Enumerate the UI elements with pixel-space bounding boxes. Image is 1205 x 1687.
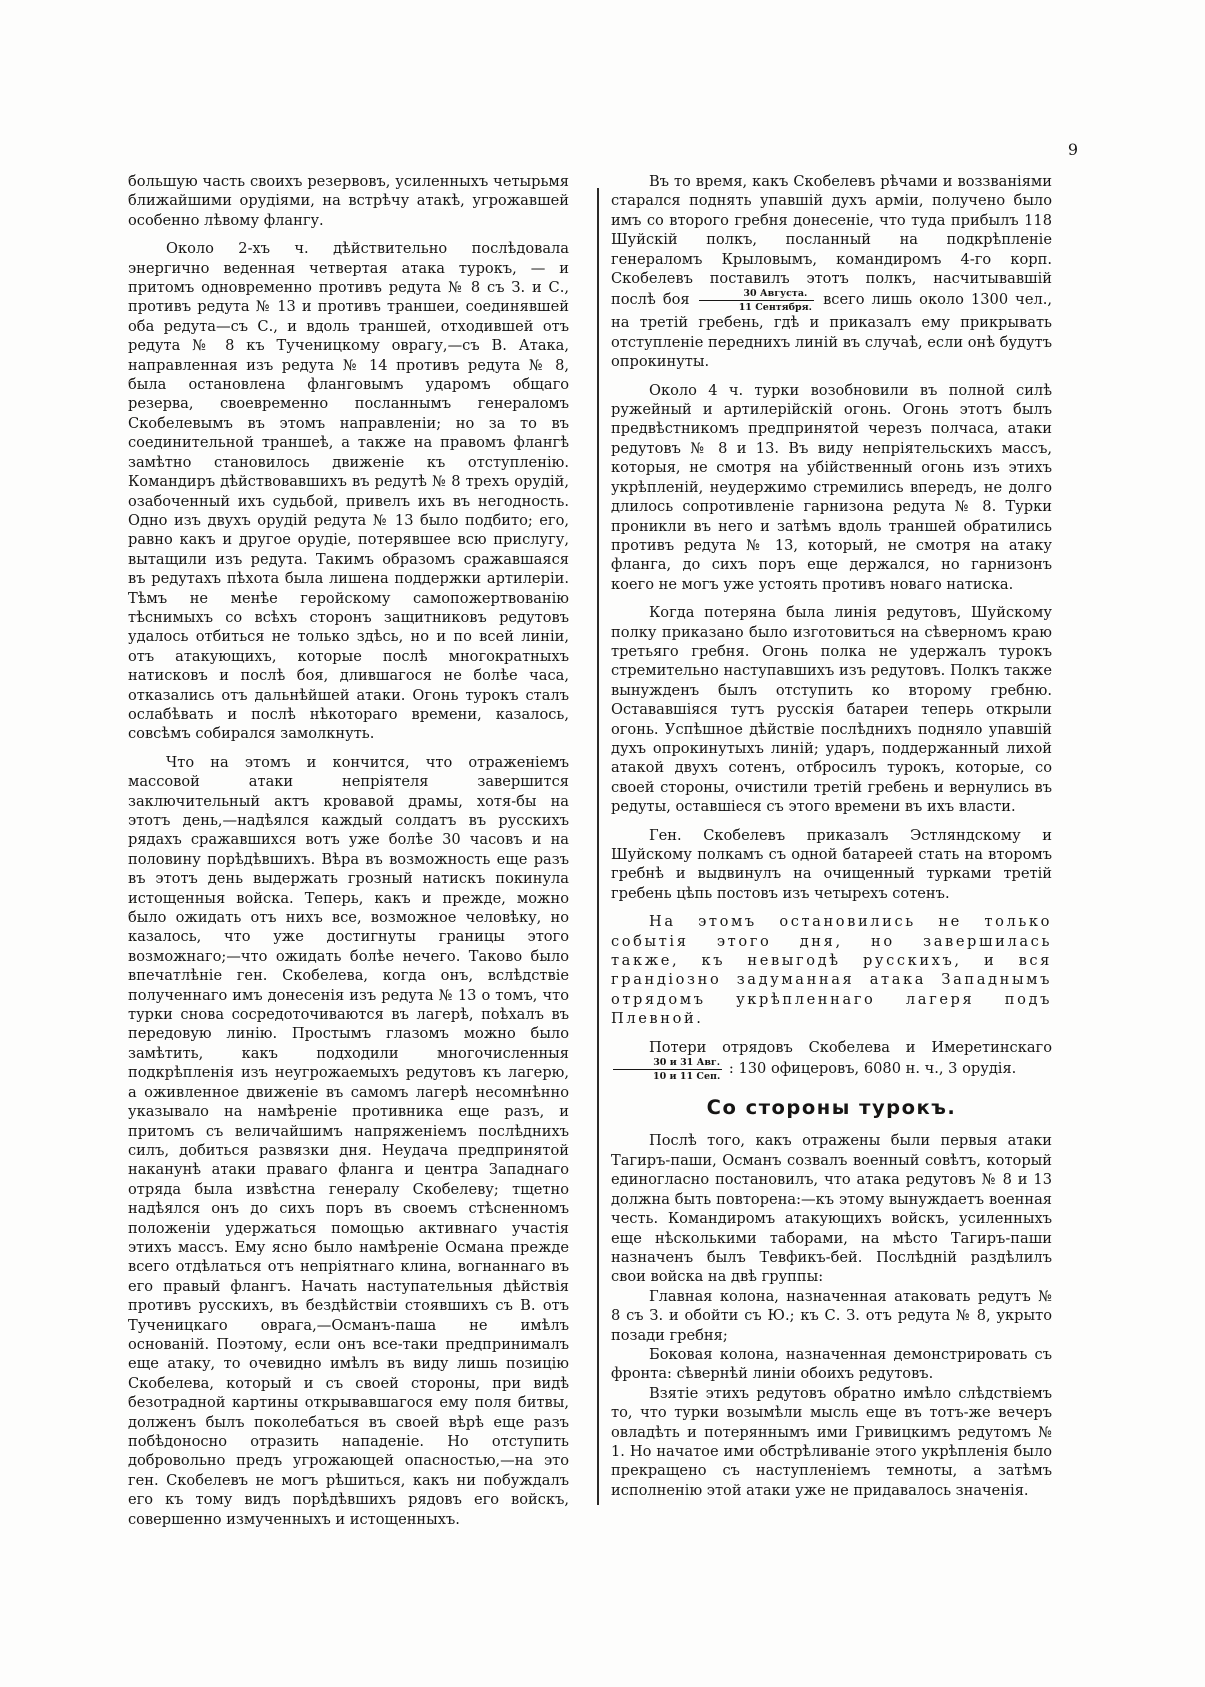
losses-text-after-fraction: : 130 офицеровъ, 6080 н. ч., 3 орудія. [728,1060,1017,1078]
paragraph-gen-skobelev-order: Ген. Скобелевъ приказалъ Эстляндскому и Шуйскому полкамъ съ одной батареей стать на второмъ гребнѣ и выдвинулъ на очищенный турками третій гребень цѣпь постовъ изъ четырехъ сотенъ. [611,826,1052,902]
paragraph-continuation: большую часть своихъ резервовъ, усиленныхъ четырьмя ближайшими орудіями, на встрѣчу атакѣ, угрожавшей особенно лѣвому флангу. [128,173,569,229]
date-fraction-numerator: 30 и 31 Авг. [613,1057,722,1070]
paragraph-text-after-fraction: всего лишь около 1300 чел., на третій гребень, гдѣ и приказалъ ему прикрывать отступленіе переднихъ линій въ случаѣ, если онѣ будутъ опрокинуты. [611,291,1053,371]
date-fraction-losses [613,1057,722,1082]
section-heading-turkish-side: Со стороны турокъ. [706,1096,957,1120]
date-fraction-denominator: 11 Сентября. [738,302,812,314]
date-fraction-old-new-style [699,288,814,313]
paragraph-turks-resume-fire: Около 4 ч. турки возобновили въ полной силѣ ружейный и артилерійскій огонь. Огонь этотъ былъ предвѣстникомъ предпринятой черезъ полчаса, атаки редутовъ № 8 и 13. Въ виду непріятельскихъ массъ, которыя, не смотря на убійственный огонь изъ этихъ укрѣпленій, неудержимо стремились впередъ, не долго длилось сопротивленіе гарнизона редута № 8. Турки проникли въ него и затѣмъ вдоль траншей обратились противъ редута № 13, который, не смотря на атаку фланга, до сихъ поръ еще держался, но гарнизонъ коего не могъ уже устоять противъ новаго натиска. [611,381,1052,593]
paragraph-osman-council: Послѣ того, какъ отражены были первыя атаки Тагиръ-паши, Османъ созвалъ военный совѣтъ, который единогласно постановилъ, что атака редутовъ № 8 и 13 должна быть повторена:—къ этому вынуждаетъ военная честь. Командиромъ атакующихъ войскъ, усиленныхъ еще нѣсколькими таборами, на мѣсто Тагиръ-паши назначенъ былъ Тевфикъ-бей. Послѣдній раздѣлилъ свои войска на двѣ группы: [611,1132,1052,1286]
paragraph-skobelev-impression: Что на этомъ и кончится, что отраженіемъ массовой атаки непріятеля завершится заключительный актъ кровавой драмы, хотя-бы на этотъ день,—надѣялся каждый солдатъ въ русскихъ рядахъ сражавшихся вотъ уже болѣе 30 часовъ и на половину порѣдѣвшихъ. Вѣра въ возможность еще разъ въ этотъ день выдержать грозный натискъ покинула истощенныя войска. Теперь, какъ и прежде, можно было ожидать отъ нихъ все, возможное человѣку, но казалось, что уже достигнуты границы этого возможнаго;—что ожидать болѣе нечего. Таково было впечатлѣніе ген. Скобелева, когда онъ, вслѣдствіе полученнаго имъ донесенія изъ редута № 13 о томъ, что турки снова сосредоточиваются въ лагерѣ, поѣхалъ въ передовую линію. Простымъ глазомъ можно было замѣтить, какъ подходили многочисленныя подкрѣпленія изъ неугрожаемыхъ редутовъ къ лагерю, а оживленное движеніе въ самомъ лагерѣ несомнѣнно указывало на намѣреніе противника еще разъ, и притомъ съ величайшимъ напряженіемъ послѣднихъ силъ, добиться развязки дня. Неудача предпринятой наканунѣ атаки праваго фланга и центра Западнаго отряда была извѣстна генералу Скобелеву; тщетно надѣялся онъ до сихъ поръ въ своемъ стѣсненномъ положеніи удержаться помощью активнаго участія этихъ массъ. Ему ясно было намѣреніе Османа прежде всего отдѣлаться отъ непріятнаго клина, вогнаннаго въ его правый флангъ. Начать наступательныя дѣйствія противъ русскихъ, въ бездѣйствіи стоявшихъ съ В. отъ Тученицкаго оврага,—Османъ-паша не имѣлъ основаній. Поэтому, если онъ все-таки предпринималъ еще атаку, то очевидно имѣлъ въ виду лишь позицію Скобелева, который и съ своей стороны, при видѣ безотрадной картины открывавшагося ему поля битвы, долженъ былъ поколебаться въ своей вѣрѣ еще разъ побѣдоносно отразить нападеніе. Но отступить добровольно предъ угрожающей опасностью,—на это ген. Скобелевъ не могъ рѣшиться, какъ ни побуждалъ его къ тому видъ порѣдѣвшихъ рядовъ его войскъ, совершенно измученныхъ и истощенныхъ. [128,753,569,1528]
paragraph-day-conclusion-emphasized: На этомъ остановились не только событія этого дня, но завершилась также, къ невыгодѣ русскихъ, и вся грандіозно задуманная атака Западнымъ отрядомъ укрѣпленнаго лагеря подъ Плевной. [611,913,1052,1028]
paragraph-text-before-fraction: Въ то время, какъ Скобелевъ рѣчами и воззваніями старался поднять упавшій духъ арміи, получено было имъ со второго гребня донесеніе, что туда прибылъ 118 Шуйскій полкъ, посланный на подкрѣпленіе генераломъ Крыловымъ, командиромъ 4-го корп. Скобелевъ поставилъ этотъ полкъ, насчитывавшій послѣ боя [611,173,1052,309]
date-fraction-numerator: 30 Августа. [699,288,814,301]
left-column [128,172,569,1529]
losses-text-before-fraction: Потери отрядовъ Скобелева и Имеретинскаго [649,1038,1052,1056]
column-divider [597,188,599,1505]
date-fraction-denominator: 10 и 11 Сеп. [653,1071,721,1083]
paragraph-flank-column: Боковая колона, назначенная демонстрировать съ фронта: сѣвернѣй линіи обоихъ редутовъ. [611,1345,1052,1383]
paragraph-losses [611,1038,1052,1082]
page-number: 9 [1067,140,1078,159]
paragraph-redoubt-line-lost: Когда потеряна была линія редутовъ, Шуйскому полку приказано было изготовиться на сѣверномъ краю третьяго гребня. Огонь полка не удержалъ турокъ стремительно наступавшихъ изъ редутовъ. Полкъ также вынужденъ былъ отступить ко второму гребню. Остававшіяся тутъ русскія батареи теперь открыли огонь. Успѣшное дѣйствіе послѣднихъ подняло упавшій духъ опрокинутыхъ линій; ударъ, поддержанный лихой атакой двухъ сотенъ, отбросилъ турокъ, которые, со своей стороны, очистили третій гребень и вернулись въ редуты, оставшіеся съ этого времени въ ихъ власти. [611,604,1052,816]
paragraph-main-column: Главная колона, назначенная атаковать редутъ № 8 съ З. и обойти съ Ю.; къ С. З. отъ редута № 8, укрыто позади гребня; [611,1287,1052,1344]
paragraph-redoubts-retaken: Взятіе этихъ редутовъ обратно имѣло слѣдствіемъ то, что турки возымѣли мысль еще въ тотъ-же вечеръ овладѣть и потеряннымъ ими Гривицкимъ редутомъ № 1. Но начатое ими обстрѣливаніе этого укрѣпленія было прекращено съ наступленіемъ темноты, а затѣмъ исполненію этой атаки уже не придавалось значенія. [611,1384,1052,1499]
paragraph-fourth-attack: Около 2-хъ ч. дѣйствительно послѣдовала энергично веденная четвертая атака турокъ, — и притомъ одновременно противъ редута № 8 съ З. и С., противъ редута № 13 и противъ траншеи, соединявшей оба редута—съ С., и вдоль траншей, отходившей отъ редута № 8 къ Тученицкому оврагу,—съ В. Атака, направленная изъ редута № 14 противъ редута № 8, была остановлена фланговымъ ударомъ общаго резерва, своевременно посланнымъ генераломъ Скобелевымъ въ этомъ направленіи; но за то въ соединительной траншеѣ, а также на правомъ флангѣ замѣтно становилось движеніе къ отступленію. Командиръ дѣйствовавшихъ въ редутѣ № 8 трехъ орудій, озабоченный ихъ судьбой, привелъ ихъ въ негодность. Одно изъ двухъ орудій редута № 13 было подбито; его, равно какъ и другое орудіе, потерявшее всю прислугу, вытащили изъ редута. Такимъ образомъ сражавшаяся въ редутахъ пѣхота была лишена поддержки артилеріи. Тѣмъ не менѣе геройскому самопожертвованію тѣснимыхъ со всѣхъ сторонъ защитниковъ редутовъ удалось отбиться не только здѣсь, но и по всей линіи, отъ атакующихъ, которые послѣ многократныхъ натисковъ и послѣ боя, длившагося не болѣе часа, отказались отъ дальнѣйшей атаки. Огонь турокъ сталъ ослабѣвать и послѣ нѣкотораго времени, казалось, совсѣмъ собирался замолкнуть. [128,240,569,743]
paragraph-shuisky-regiment [611,172,1052,372]
right-column [611,172,1052,1500]
